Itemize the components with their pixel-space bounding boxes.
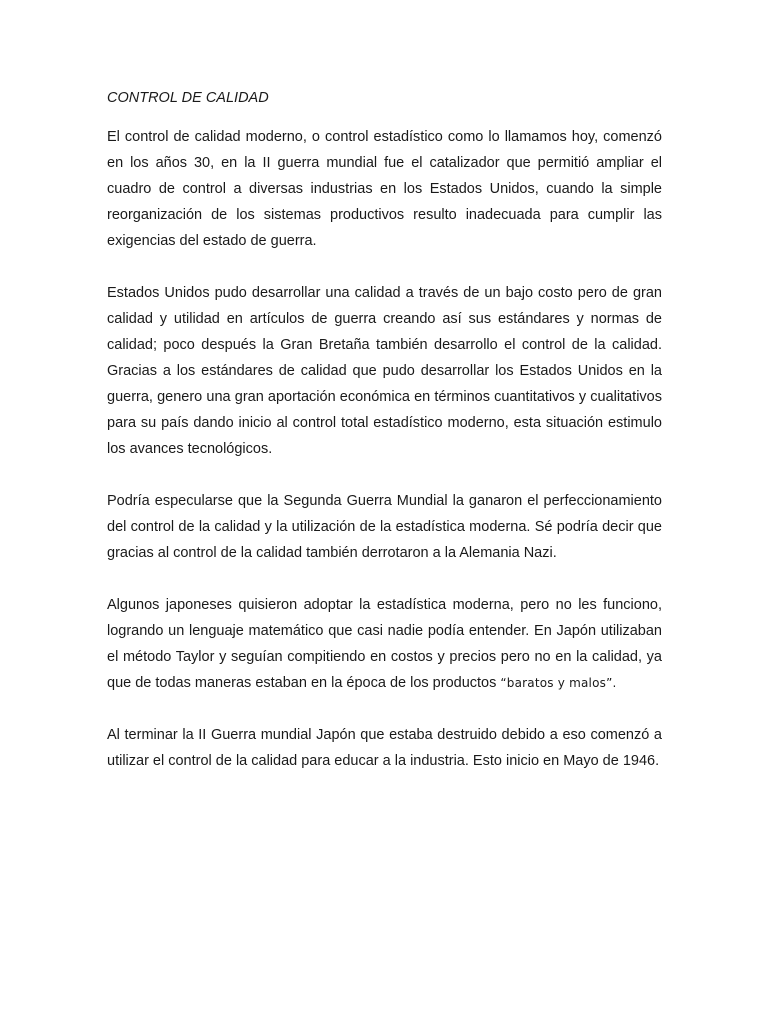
document-title: CONTROL DE CALIDAD xyxy=(107,90,269,106)
paragraph-3: Podría especularse que la Segunda Guerra Mundial la ganaron el perfeccionamiento del control de la calidad y la utilización de la estadística moderna. Sé podría decir que gracias al control de la calidad también derrotaron a la Alemania Nazi. xyxy=(107,493,662,561)
paragraph-1: El control de calidad moderno, o control estadístico como lo llamamos hoy, comenzó en los años 30, en la II guerra mundial fue el catalizador que permitió ampliar el cuadro de control a diversas industrias en los Estados Unidos, cuando la simple reorganización de los sistemas productivos resulto inadecuada para cumplir las exigencias del estado de guerra. xyxy=(107,129,662,249)
paragraph-2: Estados Unidos pudo desarrollar una calidad a través de un bajo costo pero de gran calidad y utilidad en artículos de guerra creando así sus estándares y normas de calidad; poco después la Gran Bretaña también desarrollo el control de la calidad. Gracias a los estándares de calidad que pudo desarrollar los Estados Unidos en la guerra, genero una gran aportación económica en términos cuantitativos y cualitativos para su país dando inicio al control total estadístico moderno, esta situación estimulo los avances tecnológicos. xyxy=(107,285,662,457)
paragraph-4 xyxy=(107,592,662,696)
document-page xyxy=(107,88,662,800)
paragraph-4-text: Algunos japoneses quisieron adoptar la estadística moderna, pero no les funciono, logrando un lenguaje matemático que casi nadie podía entender. En Japón utilizaban el método Taylor y seguían compitiendo en costos y precios pero no en la calidad, ya que de todas maneras estaban en la época de los productos xyxy=(107,597,662,691)
paragraph-5: Al terminar la II Guerra mundial Japón que estaba destruido debido a eso comenzó a utilizar el control de la calidad para educar a la industria. Esto inicio en Mayo de 1946. xyxy=(107,727,662,769)
paragraph-4-quote: “baratos y malos”. xyxy=(500,676,617,690)
